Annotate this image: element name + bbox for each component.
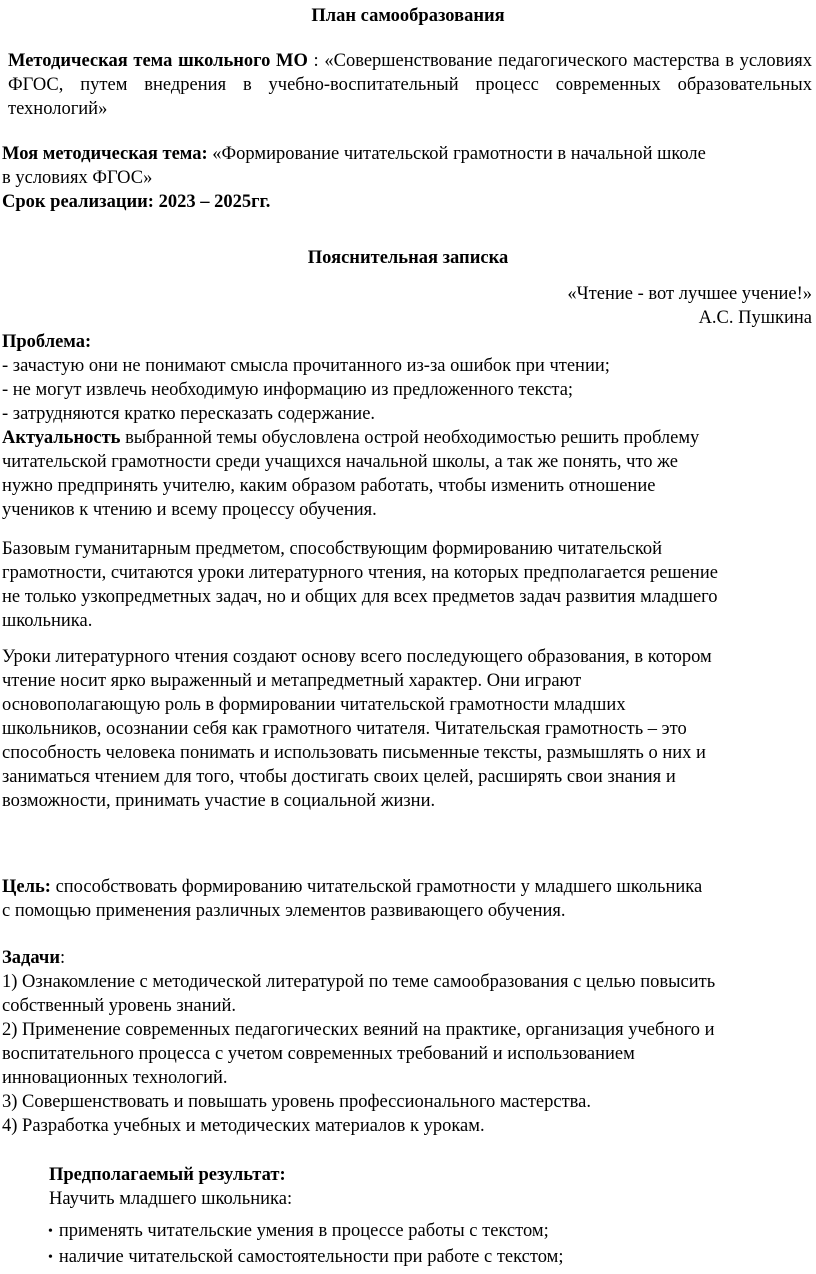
my-topic-line1: «Формирование читательской грамотности в начальной школе (207, 144, 706, 164)
result-bullet-list (48, 1219, 563, 1271)
school-topic-separator: : (307, 51, 325, 71)
result-intro: Научить младшего школьника: (49, 1189, 293, 1209)
relevance-label: Актуальность (2, 428, 121, 448)
paragraph-line: основополагающую роль в формировании читательской грамотности младших (2, 695, 626, 715)
my-topic (2, 142, 814, 214)
my-topic-line2: в условиях ФГОС» (2, 168, 153, 188)
task-line: воспитательного процесса с учетом современных требований и использованием (2, 1044, 635, 1064)
paragraph-reading-lessons (2, 645, 814, 813)
epigraph-author: А.С. Пушкина (698, 308, 812, 328)
problem-label: Проблема: (2, 332, 92, 352)
tasks-label: Задачи (2, 948, 60, 968)
my-topic-label: Моя методическая тема: (2, 144, 208, 164)
problem-section (2, 330, 814, 522)
paragraph-line: способность человека понимать и использовать письменные тексты, размышлять о них и (2, 743, 706, 763)
paragraph-line: чтение носит ярко выраженный и метапредметный характер. Они играют (2, 671, 582, 691)
goal-label: Цель: (2, 877, 51, 897)
page-title: План самообразования (311, 6, 505, 26)
tasks-colon: : (59, 948, 66, 968)
paragraph-line: школьника. (2, 611, 93, 631)
list-item: • наличие читательской самостоятельности при работе с текстом; (48, 1245, 563, 1271)
paragraph-line: Базовым гуманитарным предметом, способствующим формированию читательской (2, 539, 663, 559)
goal-line2: с помощью применения различных элементов развивающего обучения. (2, 901, 566, 921)
task-line: инновационных технологий. (2, 1068, 228, 1088)
epigraph-quote: «Чтение - вот лучшее учение!» (567, 284, 812, 304)
goal-section (2, 875, 814, 923)
note-heading: Пояснительная записка (307, 248, 509, 268)
relevance-line: выбранной темы обусловлена острой необходимостью решить проблему (120, 428, 700, 448)
relevance-line: учеников к чтению и всему процессу обучения. (2, 500, 377, 520)
relevance-line: нужно предпринять учителю, каким образом работать, чтобы изменить отношение (2, 476, 656, 496)
epigraph (567, 282, 812, 330)
school-topic (8, 49, 812, 121)
problem-item: - зачастую они не понимают смысла прочитанного из-за ошибок при чтении; (2, 356, 610, 376)
relevance-line: читательской грамотности среди учащихся начальной школы, а так же понять, что же (2, 452, 678, 472)
task-line: 1) Ознакомление с методической литературой по теме самообразования с целью повысить (2, 972, 716, 992)
paragraph-base-subject (2, 537, 814, 633)
result-label: Предполагаемый результат: (49, 1165, 286, 1185)
tasks-section (2, 946, 814, 1138)
problem-item: - затрудняются кратко пересказать содержание. (2, 404, 376, 424)
task-line: собственный уровень знаний. (2, 996, 237, 1016)
school-topic-text: «Совершенствование педагогического мастерства в условиях ФГОС, путем внедрения в учебно-воспитательный процесс современных образовательных технологий» (8, 51, 812, 119)
implementation-period: Срок реализации: 2023 – 2025гг. (2, 192, 271, 212)
result-section (49, 1163, 809, 1211)
paragraph-line: школьников, осознании себя как грамотного читателя. Читательская грамотность – это (2, 719, 687, 739)
task-line: 4) Разработка учебных и методических материалов к урокам. (2, 1116, 485, 1136)
goal-line1: способствовать формированию читательской грамотности у младшего школьника (50, 877, 703, 897)
paragraph-line: заниматься чтением для того, чтобы достигать своих целей, расширять свои знания и (2, 767, 676, 787)
problem-item: - не могут извлечь необходимую информацию из предложенного текста; (2, 380, 574, 400)
school-topic-label: Методическая тема школьного МО (8, 51, 308, 71)
task-line: 3) Совершенствовать и повышать уровень профессионального мастерства. (2, 1092, 592, 1112)
task-line: 2) Применение современных педагогических веяний на практике, организация учебного и (2, 1020, 715, 1040)
paragraph-line: не только узкопредметных задач, но и общих для всех предметов задач развития младшего (2, 587, 718, 607)
paragraph-line: возможности, принимать участие в социальной жизни. (2, 791, 436, 811)
paragraph-line: Уроки литературного чтения создают основу всего последующего образования, в котором (2, 647, 712, 667)
list-item: • применять читательские умения в процессе работы с текстом; (48, 1219, 563, 1245)
paragraph-line: грамотности, считаются уроки литературного чтения, на которых предполагается решение (2, 563, 718, 583)
